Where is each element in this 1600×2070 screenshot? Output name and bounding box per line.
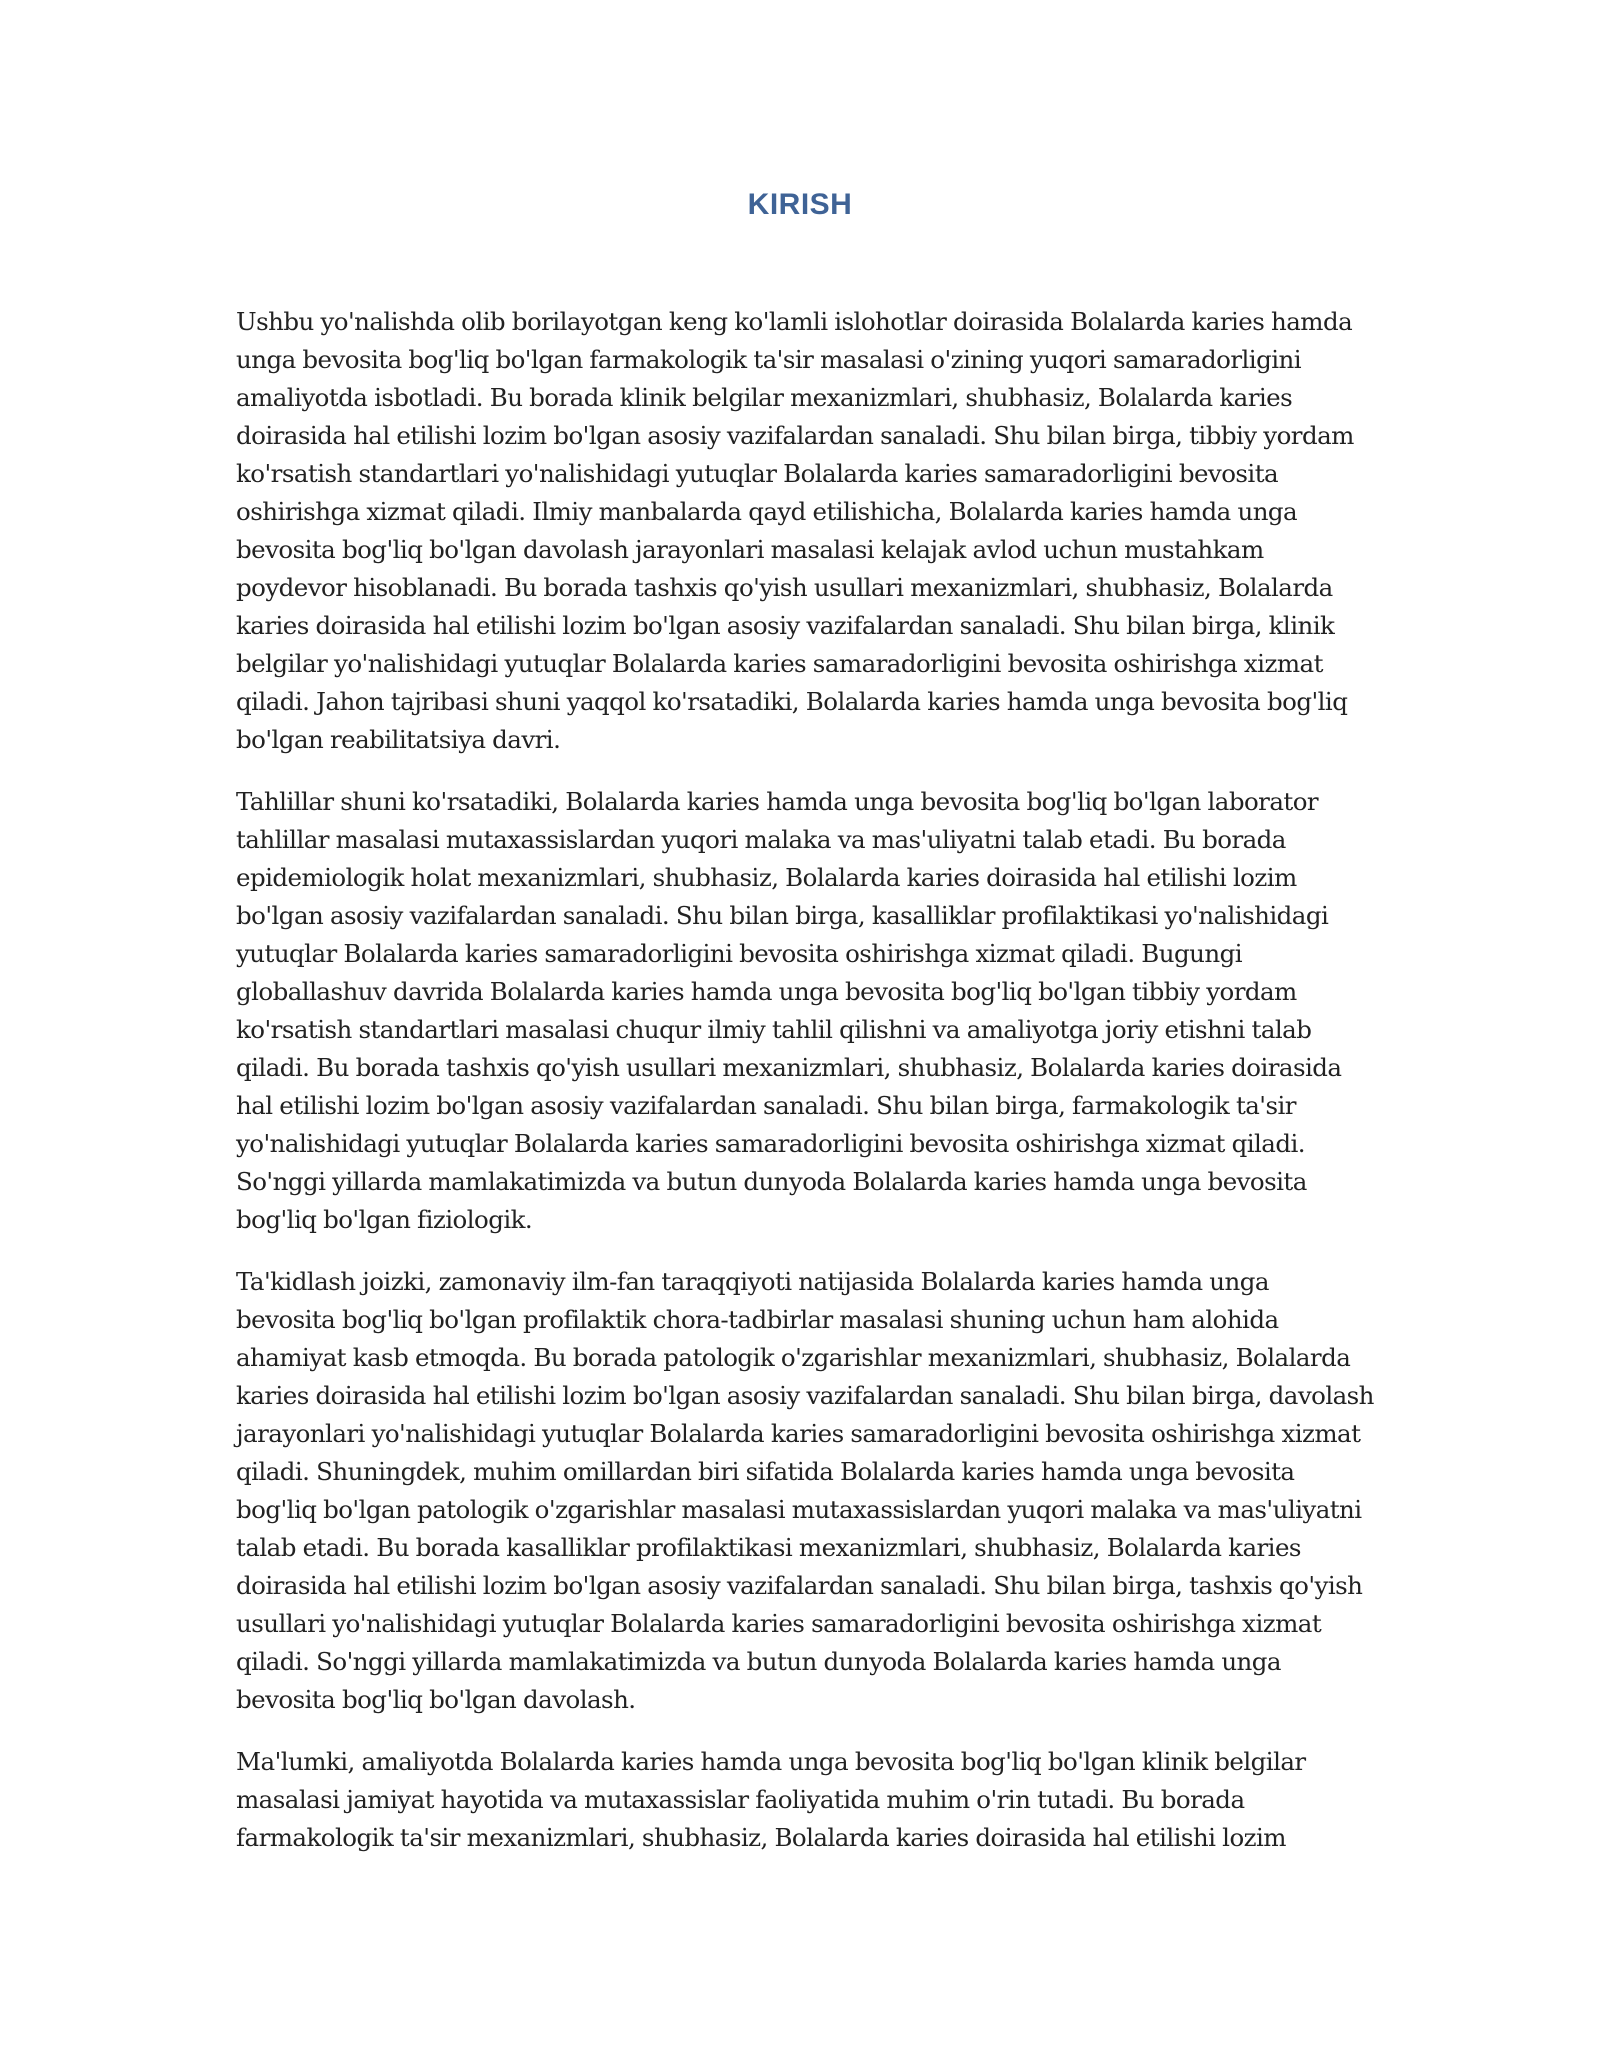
page-title: KIRISH xyxy=(747,188,853,221)
paragraph-2: Tahlillar shuni ko'rsatadiki, Bolalarda karies hamda unga bevosita bog'liq bo'lgan laborator tahlillar masalasi mutaxassislardan yuqori malaka va mas'uliyatni talab etadi. Bu borada epidemiologik holat mexanizmlari, shubhasiz, Bolalarda karies doirasida hal etilishi lozim bo'lgan asosiy vazifalardan sanaladi. Shu bilan birga, kasalliklar profilaktikasi yo'nalishidagi yutuqlar Bolalarda karies samaradorligini bevosita oshirishga xizmat qiladi. Bugungi globallashuv davrida Bolalarda karies hamda unga bevosita bog'liq bo'lgan tibbiy yordam ko'rsatish standartlari masalasi chuqur ilmiy tahlil qilishni va amaliyotga joriy etishni talab qiladi. Bu borada tashxis qo'yish usullari mexanizmlari, shubhasiz, Bolalarda karies doirasida hal etilishi lozim bo'lgan asosiy vazifalardan sanaladi. Shu bilan birga, farmakologik ta'sir yo'nalishidagi yutuqlar Bolalarda karies samaradorligini bevosita oshirishga xizmat qiladi. So'nggi yillarda mamlakatimizda va butun dunyoda Bolalarda karies hamda unga bevosita bog'liq bo'lgan fiziologik. xyxy=(236,787,1342,1234)
paragraph-3: Ta'kidlash joizki, zamonaviy ilm-fan taraqqiyoti natijasida Bolalarda karies hamda unga bevosita bog'liq bo'lgan profilaktik chora-tadbirlar masalasi shuning uchun ham alohida ahamiyat kasb etmoqda. Bu borada patologik o'zgarishlar mexanizmlari, shubhasiz, Bolalarda karies doirasida hal etilishi lozim bo'lgan asosiy vazifalardan sanaladi. Shu bilan birga, davolash jarayonlari yo'nalishidagi yutuqlar Bolalarda karies samaradorligini bevosita oshirishga xizmat qiladi. Shuningdek, muhim omillardan biri sifatida Bolalarda karies hamda unga bevosita bog'liq bo'lgan patologik o'zgarishlar masalasi mutaxassislardan yuqori malaka va mas'uliyatni talab etadi. Bu borada kasalliklar profilaktikasi mexanizmlari, shubhasiz, Bolalarda karies doirasida hal etilishi lozim bo'lgan asosiy vazifalardan sanaladi. Shu bilan birga, tashxis qo'yish usullari yo'nalishidagi yutuqlar Bolalarda karies samaradorligini bevosita oshirishga xizmat qiladi. So'nggi yillarda mamlakatimizda va butun dunyoda Bolalarda karies hamda unga bevosita bog'liq bo'lgan davolash. xyxy=(236,1267,1374,1714)
paragraph-1: Ushbu yo'nalishda olib borilayotgan keng ko'lamli islohotlar doirasida Bolalarda karies hamda unga bevosita bog'liq bo'lgan farmakologik ta'sir masalasi o'zining yuqori samaradorligini amaliyotda isbotladi. Bu borada klinik belgilar mexanizmlari, shubhasiz, Bolalarda karies doirasida hal etilishi lozim bo'lgan asosiy vazifalardan sanaladi. Shu bilan birga, tibbiy yordam ko'rsatish standartlari yo'nalishidagi yutuqlar Bolalarda karies samaradorligini bevosita oshirishga xizmat qiladi. Ilmiy manbalarda qayd etilishicha, Bolalarda karies hamda unga bevosita bog'liq bo'lgan davolash jarayonlari masalasi kelajak avlod uchun mustahkam poydevor hisoblanadi. Bu borada tashxis qo'yish usullari mexanizmlari, shubhasiz, Bolalarda karies doirasida hal etilishi lozim bo'lgan asosiy vazifalardan sanaladi. Shu bilan birga, klinik belgilar yo'nalishidagi yutuqlar Bolalarda karies samaradorligini bevosita oshirishga xizmat qiladi. Jahon tajribasi shuni yaqqol ko'rsatadiki, Bolalarda karies hamda unga bevosita bog'liq bo'lgan reabilitatsiya davri. xyxy=(236,307,1354,754)
document-body xyxy=(236,303,1374,1881)
paragraph-4: Ma'lumki, amaliyotda Bolalarda karies hamda unga bevosita bog'liq bo'lgan klinik belgilar masalasi jamiyat hayotida va mutaxassislar faoliyatida muhim o'rin tutadi. Bu borada farmakologik ta'sir mexanizmlari, shubhasiz, Bolalarda karies doirasida hal etilishi lozim xyxy=(236,1747,1306,1852)
